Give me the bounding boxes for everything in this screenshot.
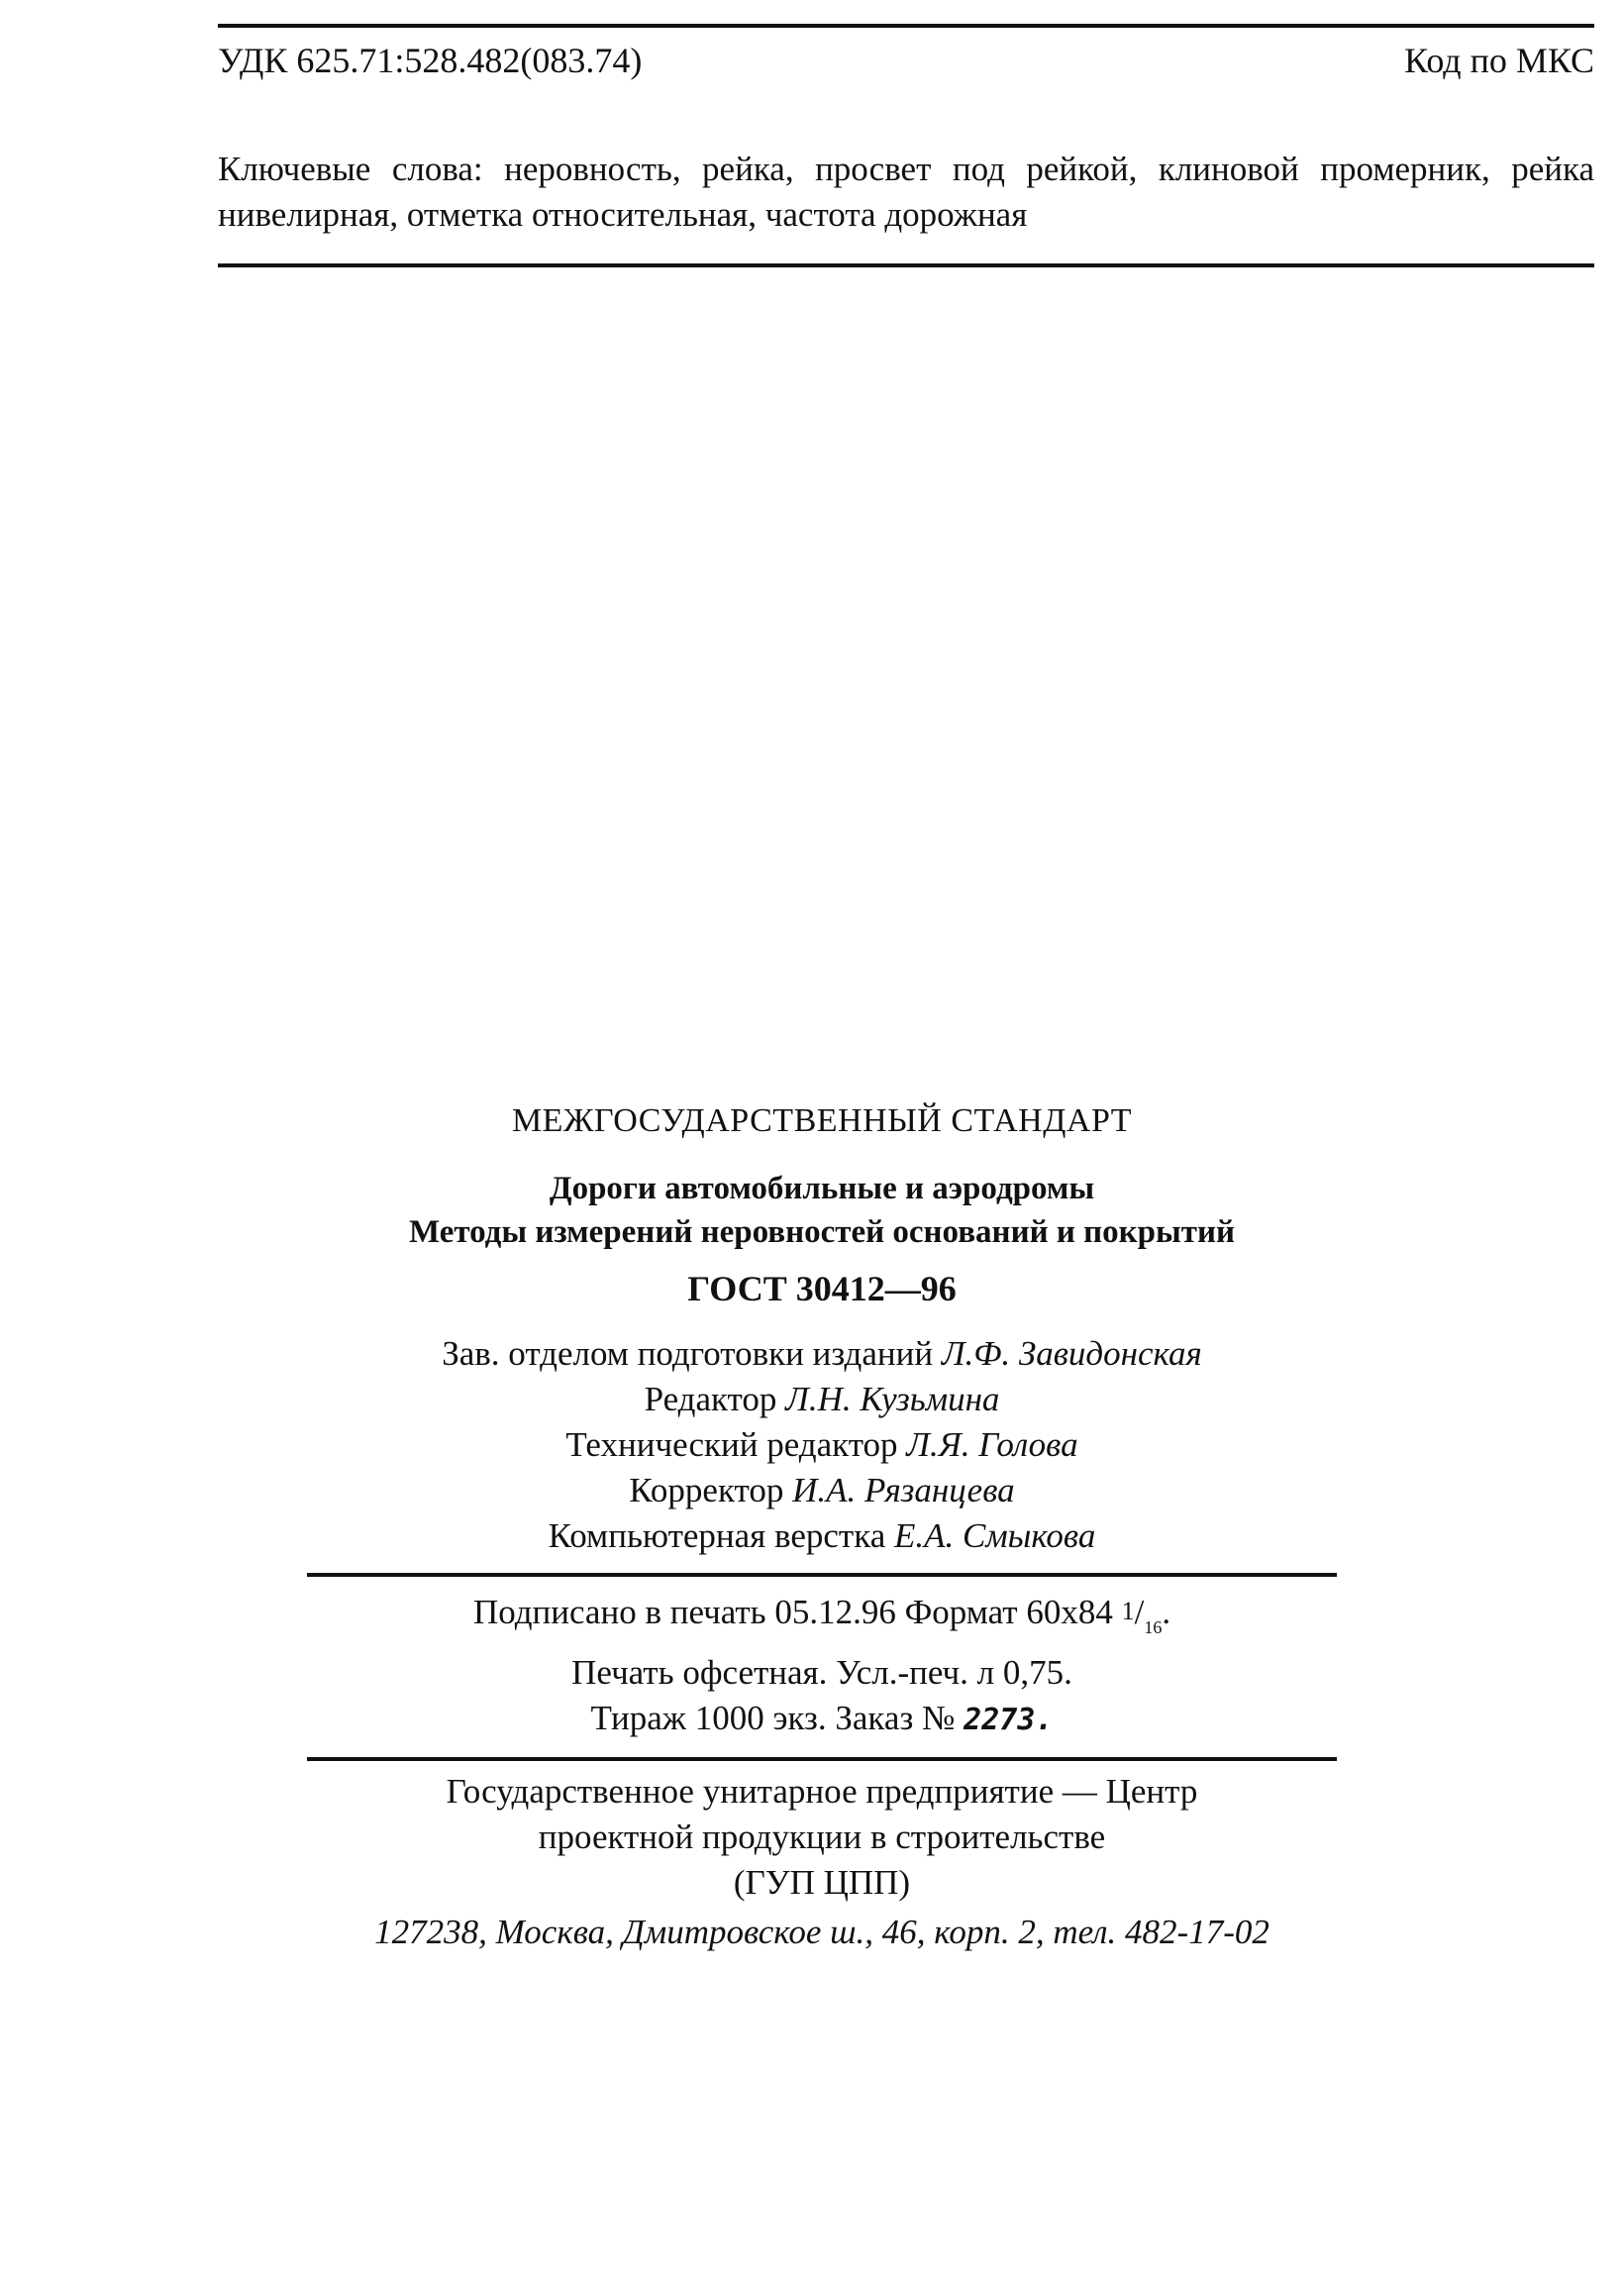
staff-person: Л.Ф. Завидонская: [941, 1334, 1202, 1373]
header-row: [218, 36, 1594, 85]
staff-role: Корректор: [629, 1471, 784, 1509]
staff-line: [257, 1331, 1386, 1377]
staff-person: И.А. Рязанцева: [792, 1471, 1015, 1509]
staff-person: Л.Н. Кузьмина: [785, 1380, 1000, 1418]
imprint-rule-upper: [307, 1573, 1337, 1577]
staff-role: Зав. отделом подготовки изданий: [442, 1334, 934, 1373]
title-line-1: Дороги автомобильные и аэродромы: [549, 1171, 1095, 1206]
publisher-line-2: проектной продукции в строительстве: [538, 1818, 1106, 1856]
format-end: .: [1162, 1593, 1171, 1631]
publisher-line-1: Государственное унитарное предприятие — Центр: [446, 1772, 1198, 1811]
print-line-2: Печать офсетная. Усл.-печ. л 0,75.: [571, 1653, 1072, 1692]
order-number: 2273.: [964, 1703, 1054, 1737]
print-run: Тираж 1000 экз. Заказ №: [590, 1699, 956, 1737]
title-line-2: Методы измерений неровностей оснований и покрытий: [408, 1214, 1235, 1250]
publisher-address: 127238, Москва, Дмитровское ш., 46, корп. 2, тел. 482-17-02: [374, 1913, 1269, 1951]
staff-role: Технический редактор: [565, 1425, 898, 1464]
print-info: [257, 1589, 1386, 1743]
format-fraction-slash: /: [1134, 1593, 1145, 1631]
format-fraction-denominator: 16: [1144, 1617, 1163, 1637]
staff-role: Компьютерная верстка: [548, 1516, 886, 1555]
publisher-block: [257, 1769, 1386, 1957]
print-signed: Подписано в печать 05.12.96 Формат 60x84: [472, 1593, 1113, 1631]
format-fraction-numerator: 1: [1121, 1597, 1135, 1625]
top-rule: [218, 24, 1594, 28]
keywords-bottom-rule: [218, 263, 1594, 267]
standard-type: МЕЖГОСУДАРСТВЕННЫЙ СТАНДАРТ: [511, 1102, 1133, 1139]
staff-list: [257, 1331, 1386, 1559]
print-run-line: [257, 1696, 1386, 1743]
gost-number: ГОСТ 30412—96: [687, 1269, 957, 1308]
staff-line: [257, 1377, 1386, 1422]
udk-code: УДК 625.71:528.482(083.74): [218, 41, 643, 80]
staff-person: Л.Я. Голова: [906, 1425, 1078, 1464]
keywords-paragraph: Ключевые слова: неровность, рейка, просвет под рейкой, клиновой промерник, рейка нивелирная, отметка относительная, частота дорожная: [218, 150, 1594, 234]
document-title: [257, 1167, 1386, 1254]
staff-role: Редактор: [644, 1380, 777, 1418]
staff-person: Е.А. Смыкова: [893, 1516, 1096, 1555]
imprint-rule-lower: [307, 1757, 1337, 1761]
publisher-line-3: (ГУП ЦПП): [733, 1863, 911, 1902]
staff-line: [257, 1422, 1386, 1468]
staff-line: [257, 1513, 1386, 1559]
mks-code-label: Код по МКС: [1404, 41, 1594, 80]
staff-line: [257, 1468, 1386, 1513]
imprint-block: [257, 1097, 1386, 1957]
print-signed-line: [257, 1589, 1386, 1650]
